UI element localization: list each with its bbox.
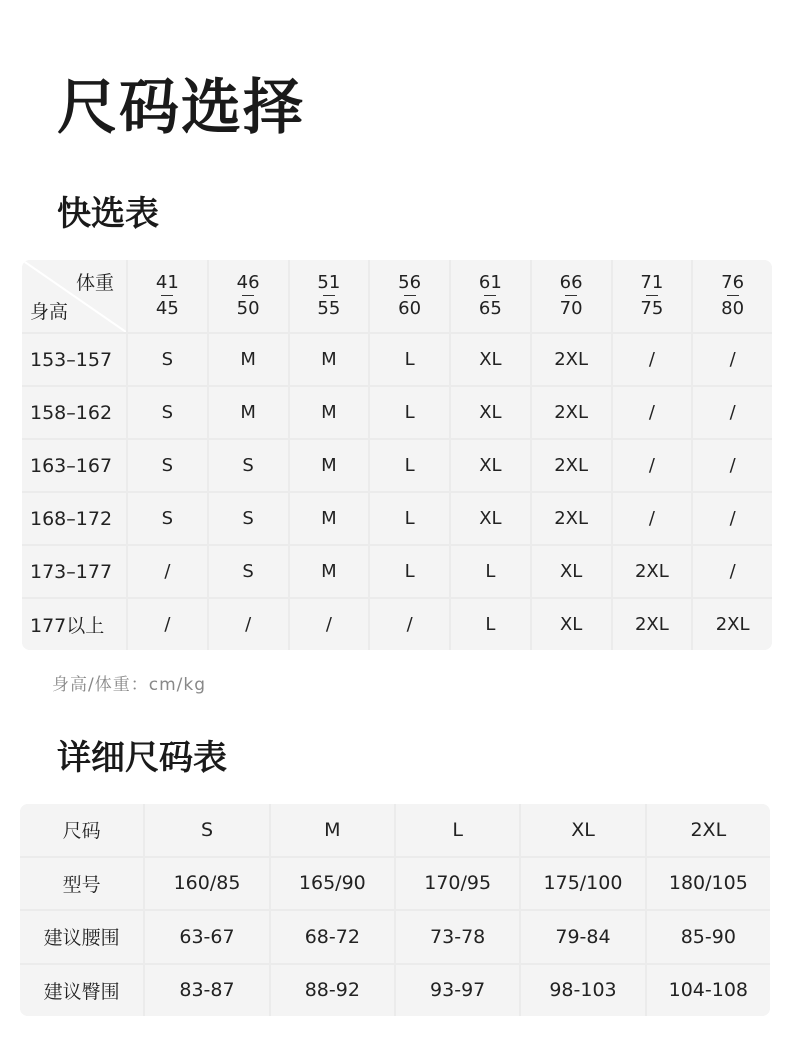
weight-range-header <box>532 260 611 332</box>
size-cell: / <box>128 599 207 650</box>
weight-low: 41 <box>155 272 179 293</box>
weight-low: 51 <box>317 272 341 293</box>
size-cell: M <box>290 387 369 438</box>
detail-cell: 88-92 <box>271 965 394 1017</box>
size-cell: L <box>370 387 449 438</box>
detail-row-label: 型号 <box>20 858 143 910</box>
height-range-cell: 163–167 <box>22 440 126 491</box>
size-cell: XL <box>532 546 611 597</box>
range-dash <box>484 295 496 296</box>
quick-size-table <box>22 260 772 650</box>
size-cell: L <box>370 493 449 544</box>
weight-high: 55 <box>317 298 341 319</box>
size-cell: / <box>693 334 772 385</box>
detail-cell: 83-87 <box>145 965 268 1017</box>
detail-cell: 104-108 <box>647 965 770 1017</box>
range-dash <box>404 295 416 296</box>
size-cell: M <box>209 387 288 438</box>
size-cell: S <box>128 334 207 385</box>
range-dash <box>727 295 739 296</box>
size-cell: XL <box>451 387 530 438</box>
detail-row-label: 建议臀围 <box>20 965 143 1017</box>
weight-high: 75 <box>640 298 664 319</box>
detail-cell: 79-84 <box>521 911 644 963</box>
weight-high: 60 <box>398 298 422 319</box>
detail-cell: 68-72 <box>271 911 394 963</box>
height-range-cell: 177以上 <box>22 599 126 650</box>
size-cell: 2XL <box>532 440 611 491</box>
size-cell: S <box>128 493 207 544</box>
size-cell: L <box>370 546 449 597</box>
detail-cell: 175/100 <box>521 858 644 910</box>
corner-height-label: 身高 <box>30 301 69 323</box>
size-cell: M <box>290 546 369 597</box>
unit-note: 身高/体重：cm/kg <box>52 675 206 695</box>
detail-size-table <box>20 804 770 1016</box>
detail-cell: 63-67 <box>145 911 268 963</box>
weight-low: 61 <box>478 272 502 293</box>
weight-low: 56 <box>398 272 422 293</box>
size-cell: XL <box>451 334 530 385</box>
detail-cell: S <box>145 804 268 856</box>
weight-low: 76 <box>721 272 745 293</box>
range-dash <box>565 295 577 296</box>
detail-cell: 180/105 <box>647 858 770 910</box>
weight-low: 71 <box>640 272 664 293</box>
range-dash <box>646 295 658 296</box>
height-range-cell: 153–157 <box>22 334 126 385</box>
weight-range-header <box>128 260 207 332</box>
quick-table-title: 快选表 <box>57 194 159 234</box>
detail-cell: 160/85 <box>145 858 268 910</box>
detail-cell: 93-97 <box>396 965 519 1017</box>
detail-row-label: 建议腰围 <box>20 911 143 963</box>
weight-high: 70 <box>559 298 583 319</box>
height-range-cell: 158–162 <box>22 387 126 438</box>
size-cell: / <box>613 387 692 438</box>
size-cell: S <box>128 440 207 491</box>
weight-high: 80 <box>721 298 745 319</box>
detail-cell: 2XL <box>647 804 770 856</box>
weight-range-header <box>693 260 772 332</box>
weight-high: 65 <box>478 298 502 319</box>
size-cell: / <box>693 440 772 491</box>
size-cell: S <box>128 387 207 438</box>
weight-range-header <box>451 260 530 332</box>
size-cell: 2XL <box>613 546 692 597</box>
weight-range-header <box>290 260 369 332</box>
size-cell: / <box>370 599 449 650</box>
weight-range-header <box>613 260 692 332</box>
page-title: 尺码选择 <box>57 73 305 143</box>
size-cell: XL <box>451 493 530 544</box>
size-cell: / <box>209 599 288 650</box>
detail-table-title: 详细尺码表 <box>57 738 227 778</box>
weight-high: 50 <box>236 298 260 319</box>
size-cell: L <box>451 599 530 650</box>
size-cell: / <box>613 334 692 385</box>
height-range-cell: 173–177 <box>22 546 126 597</box>
size-cell: / <box>693 546 772 597</box>
detail-cell: L <box>396 804 519 856</box>
size-cell: 2XL <box>532 387 611 438</box>
detail-cell: 170/95 <box>396 858 519 910</box>
corner-weight-label: 体重 <box>75 272 114 294</box>
weight-low: 66 <box>559 272 583 293</box>
size-cell: S <box>209 440 288 491</box>
detail-row-label: 尺码 <box>20 804 143 856</box>
size-cell: / <box>290 599 369 650</box>
size-cell: XL <box>451 440 530 491</box>
size-cell: S <box>209 546 288 597</box>
size-cell: XL <box>532 599 611 650</box>
height-range-cell: 168–172 <box>22 493 126 544</box>
size-cell: 2XL <box>532 493 611 544</box>
size-cell: / <box>613 493 692 544</box>
detail-cell: 85-90 <box>647 911 770 963</box>
size-cell: 2XL <box>693 599 772 650</box>
size-cell: / <box>693 493 772 544</box>
size-cell: 2XL <box>532 334 611 385</box>
size-cell: M <box>209 334 288 385</box>
size-cell: 2XL <box>613 599 692 650</box>
detail-cell: 73-78 <box>396 911 519 963</box>
range-dash <box>161 295 173 296</box>
detail-cell: 98-103 <box>521 965 644 1017</box>
size-cell: L <box>451 546 530 597</box>
size-cell: M <box>290 493 369 544</box>
size-cell: / <box>693 387 772 438</box>
detail-cell: 165/90 <box>271 858 394 910</box>
weight-high: 45 <box>155 298 179 319</box>
weight-low: 46 <box>236 272 260 293</box>
table-corner-header <box>22 260 126 332</box>
detail-cell: XL <box>521 804 644 856</box>
weight-range-header <box>370 260 449 332</box>
size-cell: S <box>209 493 288 544</box>
size-cell: M <box>290 334 369 385</box>
size-cell: / <box>613 440 692 491</box>
size-cell: M <box>290 440 369 491</box>
size-cell: L <box>370 440 449 491</box>
range-dash <box>242 295 254 296</box>
range-dash <box>323 295 335 296</box>
size-cell: L <box>370 334 449 385</box>
detail-cell: M <box>271 804 394 856</box>
size-cell: / <box>128 546 207 597</box>
weight-range-header <box>209 260 288 332</box>
